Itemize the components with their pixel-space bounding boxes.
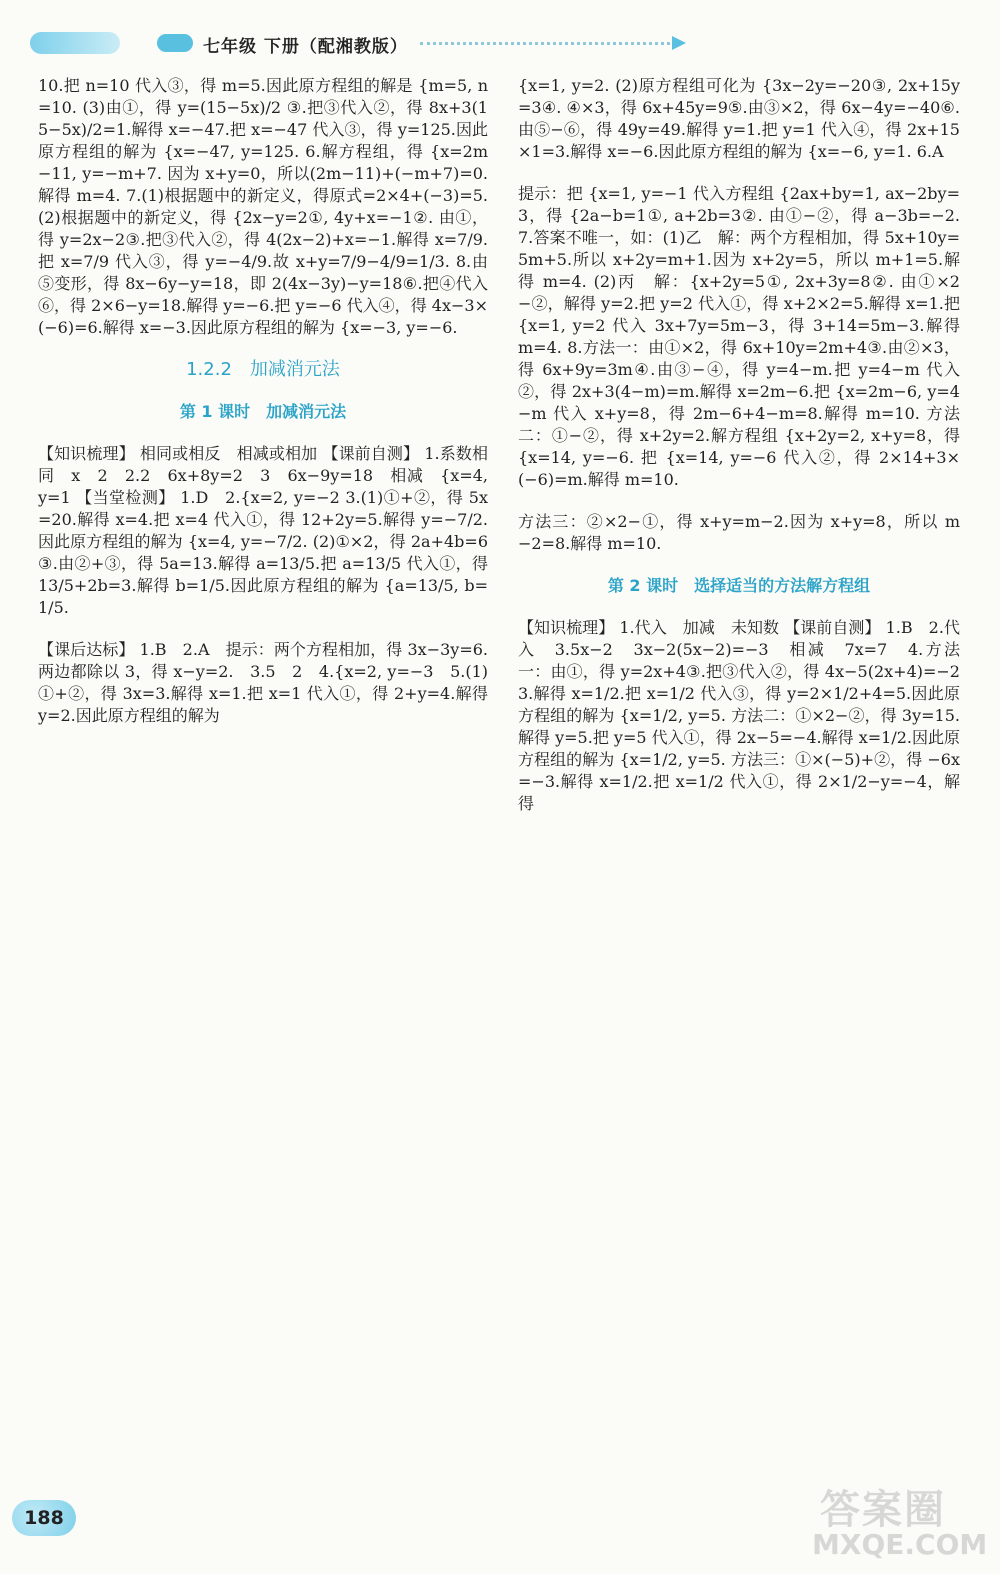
- header-title: 七年级 下册（配湘教版）: [203, 37, 408, 57]
- arrow-icon: [672, 36, 686, 50]
- lesson-title: 第 1 课时 加减消元法: [179, 402, 347, 421]
- page-header: [0, 0, 1000, 70]
- answer-block: 【课后达标】 1.B 2.A 提示：两个方程相加，得 3x−3y=6.两边都除以 3，得 x−y=2. 3.5 2 4.{x=2, y=−3 5.(1)①+②，得 3x=3.解得 x=1.把 x=1 代入①，得 2+y=4.解得 y=2.因此原方程组的解为: [38, 640, 488, 725]
- answer-block: {x=1, y=2. (2)原方程组可化为 {3x−2y=−20③, 2x+15y=3④. ④×3，得 6x+45y=9⑤.由③×2，得 6x−4y=−40⑥.由⑤−⑥，得 49y=49.解得 y=1.把 y=1 代入④，得 2x+15×1=3.解得 x=−6.因此原方程组的解为 {x=−6, y=1. 6.A: [518, 76, 960, 161]
- answer-block: 10.把 n=10 代入③，得 m=5.因此原方程组的解是 {m=5, n=10. (3)由①，得 y=(15−5x)/2 ③.把③代入②，得 8x+3(15−5x)/2=1.解得 x=−47.把 x=−47 代入③，得 y=125.因此原方程组的解为 {x=−47, y=125. 6.解方程组，得 {x=2m−11, y=−m+7. 因为 x+y=0，所以(2m−11)+(−m+7)=0.解得 m=4. 7.(1)根据题中的新定义，得原式=2×4+(−3)=5. (2)根据题中的新定义，得 {2x−y=2①, 4y+x=−1②. 由①，得 y=2x−2③.把③代入②，得 4(2x−2)+x=−1.解得 x=7/9.把 x=7/9 代入③，得 y=−4/9.故 x+y=7/9−4/9=1/3. 8.由⑤变形，得 8x−6y−y=18，即 2(4x−3y)−y=18⑥.把④代入⑥，得 2×6−y=18.解得 y=−6.把 y=−6 代入④，得 4x−3×(−6)=6.解得 x=−3.因此原方程组的解为 {x=−3, y=−6.: [38, 76, 488, 337]
- header-decor-band: [30, 32, 120, 54]
- answer-block: 【知识梳理】 相同或相反 相减或相加 【课前自测】 1.系数相同 x 2 2.2 6x+8y=2 3 6x−9y=18 相减 {x=4, y=1 【当堂检测】 1.D 2.{x=2, y=−2 3.(1)①+②，得 5x=20.解得 x=4.把 x=4 代入①，得 12+2y=5.解得 y=−7/2.因此原方程组的解为 {x=4, y=−7/2. (2)①×2，得 2a+4b=6③.由②+③，得 5a=13.解得 a=13/5.把 a=13/5 代入①，得 13/5+2b=3.解得 b=1/5.因此原方程组的解为 {a=13/5, b=1/5.: [38, 444, 488, 617]
- header-decor-pill: [157, 34, 193, 52]
- watermark-url: MXQE.COM: [812, 1528, 988, 1561]
- header-decor-dots: [420, 42, 670, 45]
- section-title: 1.2.2 加减消元法: [186, 359, 340, 380]
- left-column: [38, 75, 488, 747]
- answer-block: 提示：把 {x=1, y=−1 代入方程组 {2ax+by=1, ax−2by=3，得 {2a−b=1①, a+2b=3②. 由①−②，得 a−3b=−2. 7.答案不唯一，如：(1)乙 解：两个方程相加，得 5x+10y=5m+5.所以 x+2y=m+1.因为 x+2y=5，所以 m+1=5.解得 m=4. (2)丙 解：{x+2y=5①, 2x+3y=8②. 由①×2−②，解得 y=2.把 y=2 代入①，得 x+2×2=5.解得 x=1.把 {x=1, y=2 代入 3x+7y=5m−3，得 3+14=5m−3.解得 m=4. 8.方法一：由①×2，得 6x+10y=2m+4③.由②×3，得 6x+9y=3m④.由③−④，得 y=4−m.把 y=4−m 代入②，得 2x+3(4−m)=m.解得 x=2m−6.把 {x=2m−6, y=4−m 代入 x+y=8，得 2m−6+4−m=8.解得 m=10. 方法二：①−②，得 x+2y=2.解方程组 {x+2y=2, x+y=8，得 {x=14, y=−6. 把 {x=14, y=−6 代入②，得 2×14+3×(−6)=m.解得 m=10.: [518, 184, 960, 489]
- lesson-title: 第 2 课时 选择适当的方法解方程组: [607, 576, 871, 595]
- watermark-logo: 答案圈: [820, 1487, 946, 1533]
- answer-block: 方法三：②×2−①，得 x+y=m−2.因为 x+y=8，所以 m−2=8.解得 m=10.: [518, 512, 960, 553]
- page-number: 188: [12, 1500, 76, 1536]
- answer-block: 【知识梳理】 1.代入 加减 未知数 【课前自测】 1.B 2.代入 3.5x−2 3x−2(5x−2)=−3 相减 7x=7 4.方法一：由①，得 y=2x+4③.把③代入②，得 4x−5(2x+4)=−23.解得 x=1/2.把 x=1/2 代入③，得 y=2×1/2+4=5.因此原方程组的解为 {x=1/2, y=5. 方法二：①×2−②，得 3y=15.解得 y=5.把 y=5 代入①，得 2x−5=−4.解得 x=1/2.因此原方程组的解为 {x=1/2, y=5. 方法三：①×(−5)+②，得 −6x=−3.解得 x=1/2.把 x=1/2 代入①，得 2×1/2−y=−4，解得: [518, 618, 960, 813]
- right-column: [518, 75, 960, 835]
